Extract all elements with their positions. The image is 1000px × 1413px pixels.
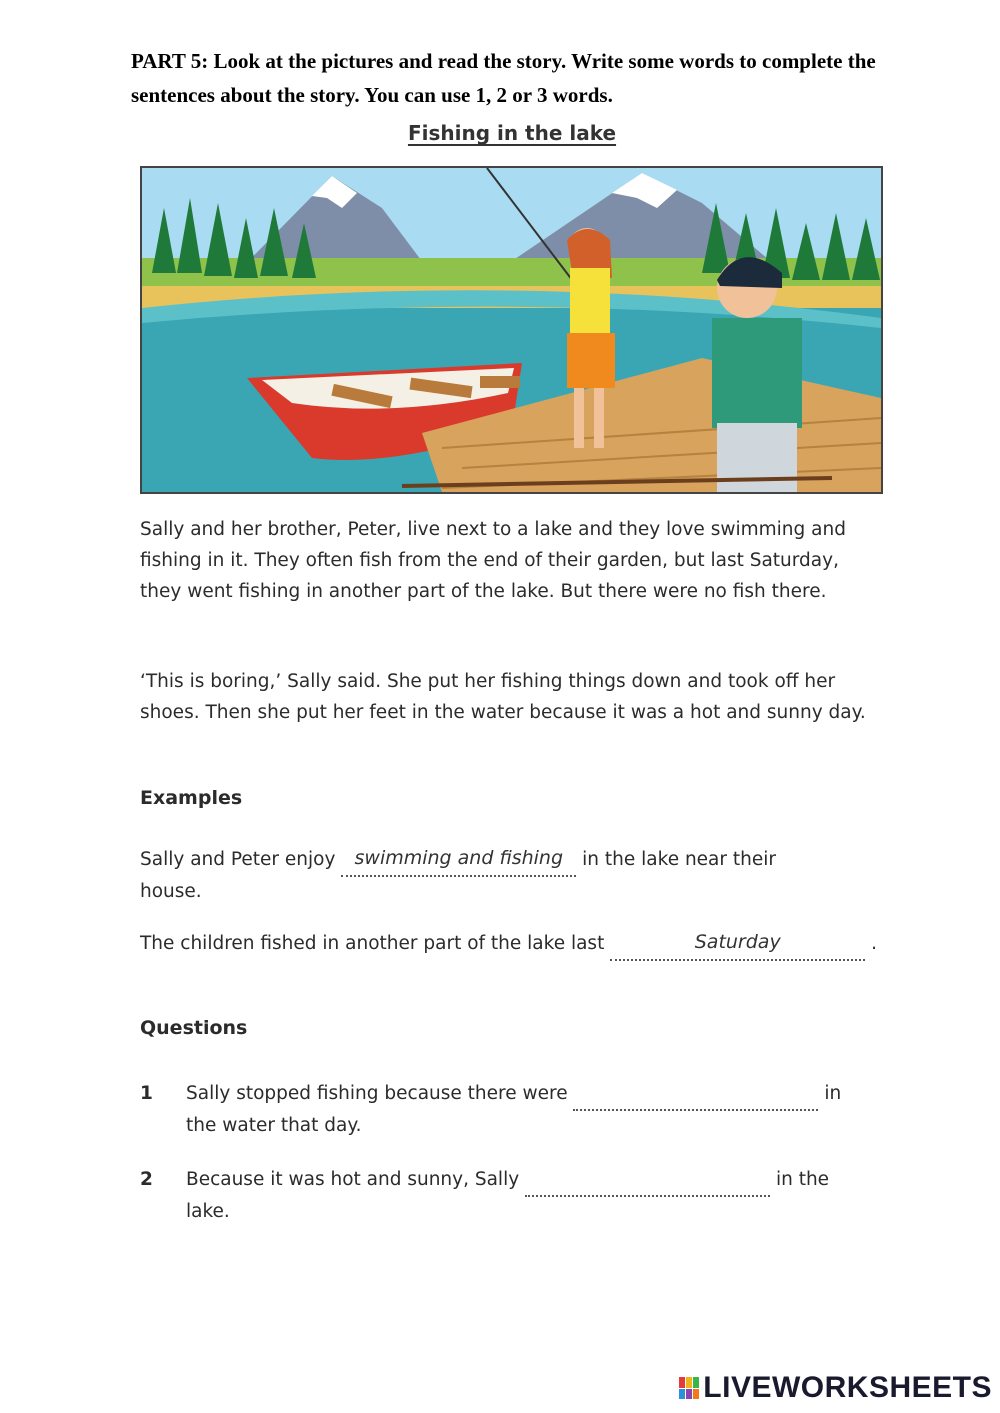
example-2-blank — [610, 929, 865, 961]
question-2 — [140, 1165, 880, 1227]
example-1-after2: house. — [140, 881, 202, 902]
story-title: Fishing in the lake — [407, 121, 617, 145]
example-2 — [140, 929, 880, 961]
example-1-after: in the lake near their — [582, 849, 776, 870]
question-1-after: in — [824, 1083, 842, 1104]
question-1-before: Sally stopped fishing because there were — [186, 1083, 568, 1104]
illustration-svg — [142, 168, 881, 492]
liveworksheets-logo-text: LIVEWORKSHEETS — [703, 1371, 992, 1404]
example-2-after: . — [871, 933, 877, 954]
example-2-answer: Saturday — [694, 931, 781, 953]
question-2-before: Because it was hot and sunny, Sally — [186, 1169, 520, 1190]
question-1-after2: the water that day. — [186, 1115, 362, 1136]
questions-heading: Questions — [140, 1017, 248, 1039]
lake-illustration — [140, 166, 883, 494]
story-paragraph-1: Sally and her brother, Peter, live next to a lake and they love swimming and fishing in it. They often fish from the end of their garden, but last Saturday, they went fishing in another part of the lake. But there were no fish there. — [140, 519, 846, 602]
question-1-number: 1 — [140, 1083, 153, 1104]
examples-heading: Examples — [140, 787, 243, 809]
story-paragraph-2: ‘This is boring,’ Sally said. She put her fishing things down and took off her shoes. Then she put her feet in the water because it was a hot and sunny day. — [140, 671, 866, 723]
question-1-answer-field[interactable] — [573, 1079, 818, 1111]
story-title-wrap — [0, 121, 1000, 145]
question-2-after2: lake. — [186, 1201, 230, 1222]
question-2-answer-field[interactable] — [525, 1165, 770, 1197]
question-2-number: 2 — [140, 1169, 153, 1190]
example-1-answer: swimming and fishing — [354, 847, 564, 869]
question-1 — [140, 1079, 880, 1141]
example-1-blank — [341, 845, 576, 877]
instructions: PART 5: Look at the pictures and read the story. Write some words to complete the sentences about the story. You can use 1, 2 or 3 words. — [131, 49, 876, 107]
example-1 — [140, 845, 880, 907]
example-1-before: Sally and Peter enjoy — [140, 849, 336, 870]
example-2-before: The children fished in another part of the lake last — [140, 933, 605, 954]
liveworksheets-logo[interactable] — [679, 1371, 992, 1405]
question-2-after: in the — [775, 1169, 830, 1190]
liveworksheets-logo-icon — [679, 1377, 699, 1399]
